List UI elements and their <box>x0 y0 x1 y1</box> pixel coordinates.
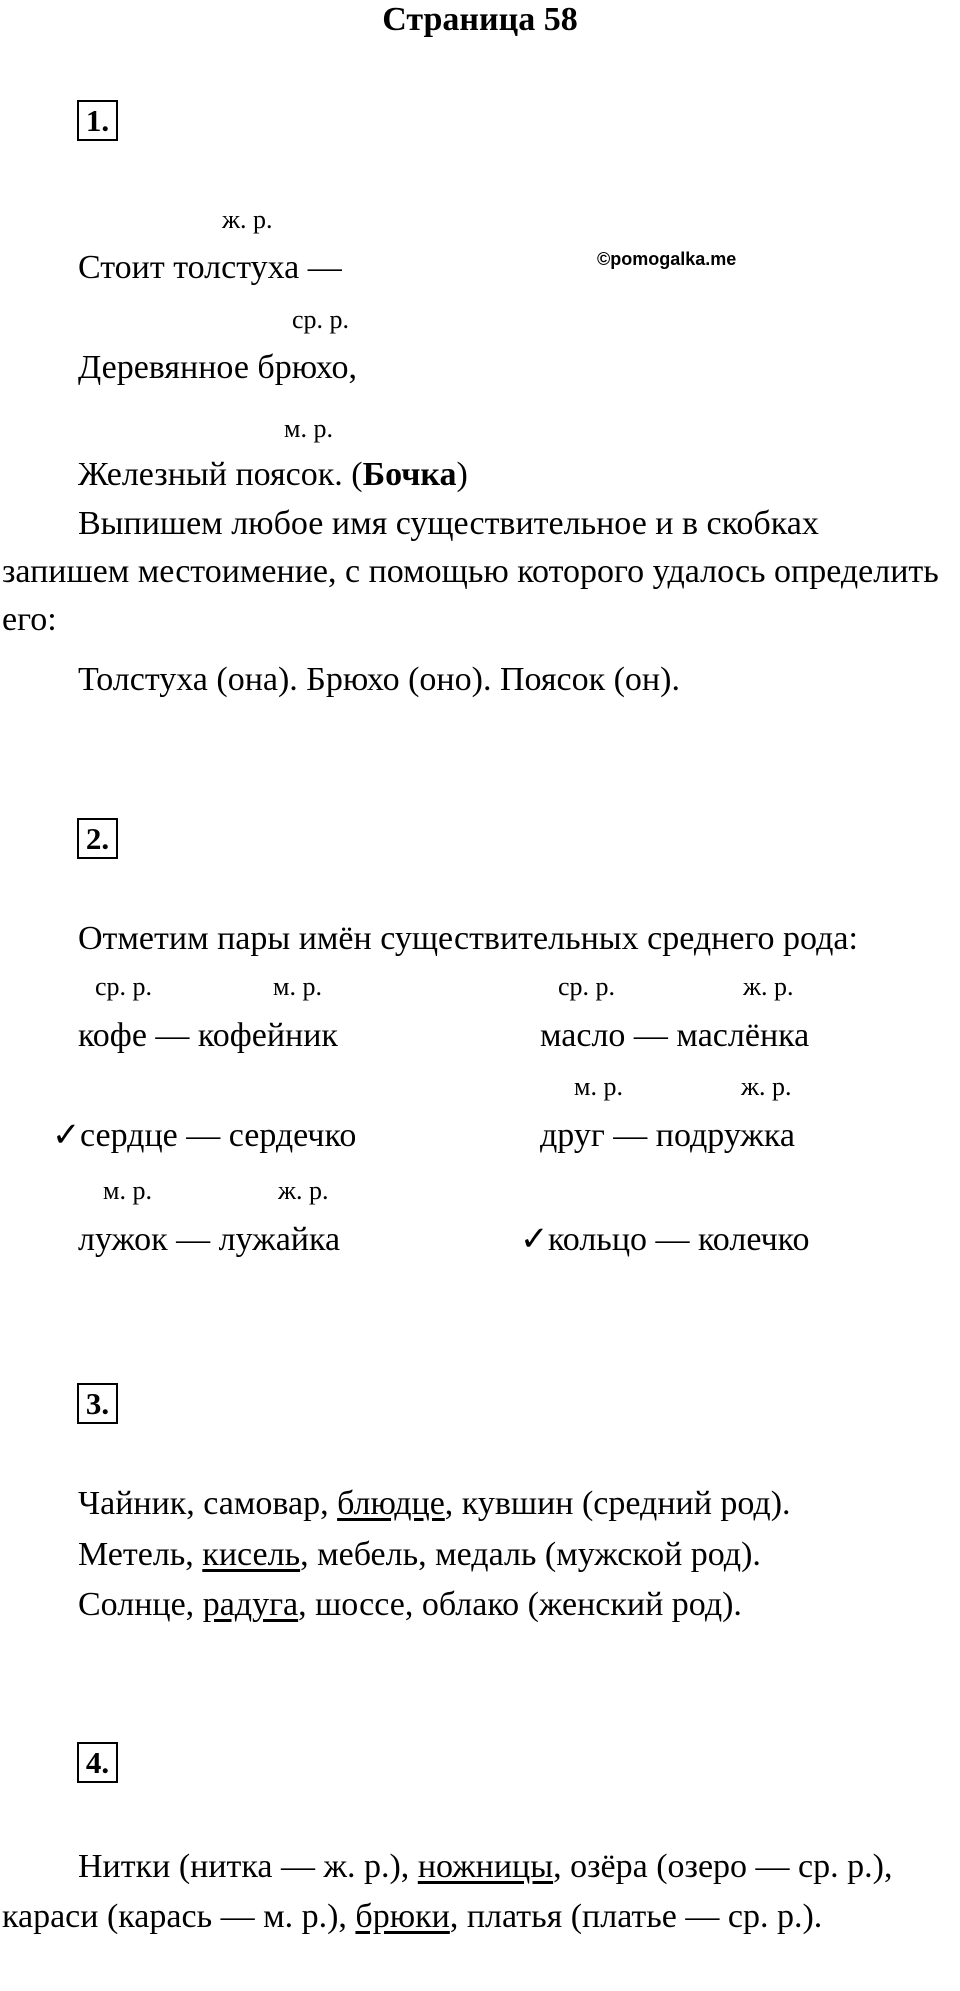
gender-label: м. р. <box>273 972 322 1001</box>
poem-line-1: Стоит толстуха — <box>78 249 342 286</box>
text: Солнце, <box>78 1586 203 1623</box>
gender-label: м. р. <box>284 414 333 443</box>
gender-label: ср. р. <box>95 972 153 1001</box>
underlined-word: радуга <box>202 1586 299 1623</box>
poem-line-2: Деревянное брюхо, <box>78 349 358 386</box>
task-1-instruction <box>2 500 952 644</box>
gender-label: ж. р. <box>278 1176 329 1205</box>
task-4-number: 4. <box>77 1742 118 1783</box>
noun-pair: кофе — кофейник <box>78 1017 338 1054</box>
gender-label: ж. р. <box>741 1072 792 1101</box>
task-2-number: 2. <box>77 818 118 859</box>
watermark: ©pomogalka.me <box>597 249 737 269</box>
task-3-line-1 <box>78 1484 791 1524</box>
gender-label: ср. р. <box>558 972 616 1001</box>
text: Чайник, самовар, <box>78 1485 338 1522</box>
underlined-word: блюдце <box>337 1485 445 1522</box>
gender-label: ср. р. <box>292 305 350 334</box>
text: Метель, <box>78 1536 203 1573</box>
text: , шоссе, облако (женский род). <box>298 1586 742 1623</box>
riddle-answer: Бочка <box>362 456 457 493</box>
underlined-word: кисель <box>202 1536 301 1573</box>
text: , озёра (озеро — ср. р.), караси (карась — м. р.), <box>2 1848 893 1935</box>
task-2-intro: Отметим пары имён существительных среднего рода: <box>78 920 858 957</box>
task-1-number: 1. <box>77 100 118 141</box>
checkmark-icon: ✓ <box>520 1221 549 1258</box>
text: , платья (платье — ср. р.). <box>449 1898 823 1935</box>
noun-pair: масло — маслёнка <box>540 1017 810 1054</box>
noun-pair: друг — подружка <box>540 1117 795 1154</box>
noun-pair: лужок — лужайка <box>78 1221 341 1258</box>
gender-label: ж. р. <box>222 205 273 234</box>
task-3-line-3 <box>78 1585 742 1625</box>
task-3-number: 3. <box>77 1383 118 1424</box>
text: , кувшин (средний род). <box>444 1485 791 1522</box>
poem-line-3-text: Железный поясок. ( <box>78 456 363 493</box>
underlined-word: брюки <box>355 1898 450 1935</box>
gender-label: ж. р. <box>743 972 794 1001</box>
text: , мебель, медаль (мужской род). <box>300 1536 761 1573</box>
task-1-instruction-text: Выпишем любое имя существительное и в скобках запишем местоимение, с помощью которого удалось определить его: <box>2 505 939 638</box>
gender-label: м. р. <box>574 1072 623 1101</box>
poem-line-3-close: ) <box>456 456 468 493</box>
noun-pair: кольцо — колечко <box>548 1221 810 1258</box>
gender-label: м. р. <box>103 1176 152 1205</box>
task-3-line-2 <box>78 1535 761 1575</box>
poem-line-3 <box>78 455 468 495</box>
underlined-word: ножницы <box>417 1848 554 1885</box>
checkmark-icon: ✓ <box>52 1117 81 1154</box>
task-1-answer: Толстуха (она). Брюхо (оно). Поясок (он). <box>78 661 680 698</box>
task-4-text <box>2 1842 952 1942</box>
noun-pair: сердце — сердечко <box>80 1117 357 1154</box>
text: Нитки (нитка — ж. р.), <box>78 1848 418 1885</box>
page-title: Страница 58 <box>382 1 578 38</box>
